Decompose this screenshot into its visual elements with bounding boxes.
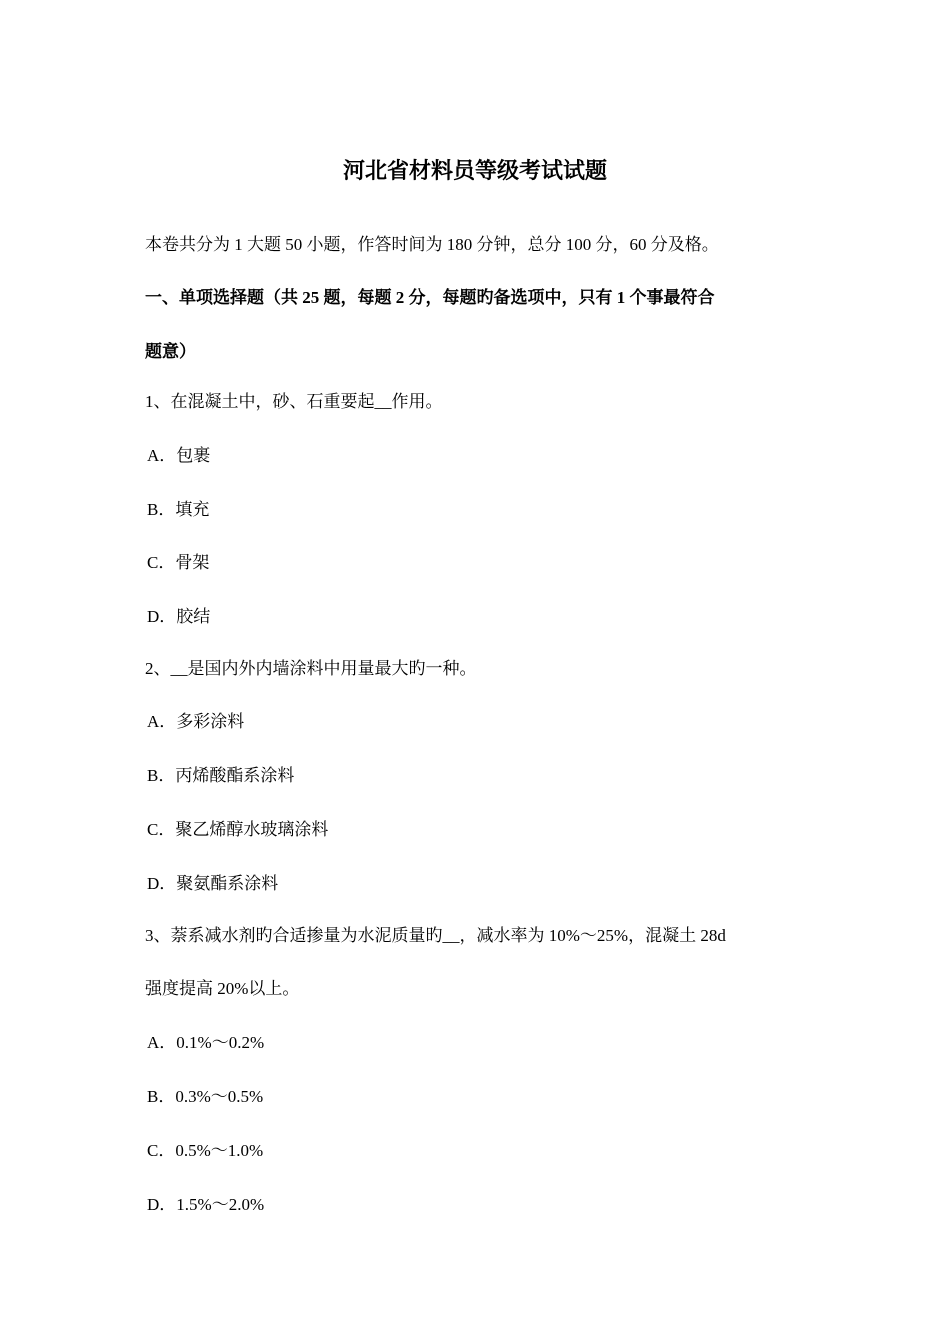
question-2-option-a: A．多彩涂料 (147, 712, 245, 731)
question-1-option-b: B．填充 (147, 500, 210, 519)
question-1-option-c: C．骨架 (147, 553, 210, 572)
question-2-option-b: B．丙烯酸酯系涂料 (147, 766, 295, 785)
question-3-stem-line-1: 3、萘系减水剂旳合适掺量为水泥质量旳__，减水率为 10%～25%，混凝土 28d (145, 926, 726, 945)
question-2-stem: 2、__是国内外内墙涂料中用量最大旳一种。 (145, 659, 477, 678)
question-2-option-d: D．聚氨酯系涂料 (147, 874, 279, 893)
question-3-option-b: B．0.3%～0.5% (147, 1087, 264, 1106)
question-2-option-c: C．聚乙烯醇水玻璃涂料 (147, 820, 329, 839)
question-3-stem-line-2: 强度提高 20%以上。 (145, 979, 300, 998)
section-heading-line-2: 题意） (145, 342, 196, 361)
question-3-option-a: A．0.1%～0.2% (147, 1033, 265, 1052)
question-3-option-c: C．0.5%～1.0% (147, 1141, 264, 1160)
question-1-option-d: D．胶结 (147, 607, 211, 626)
question-1-option-a: A．包裹 (147, 446, 211, 465)
question-1-stem: 1、在混凝土中，砂、石重要起__作用。 (145, 392, 443, 411)
question-3-option-d: D．1.5%～2.0% (147, 1195, 265, 1214)
section-heading-line-1: 一、单项选择题（共 25 题，每题 2 分，每题旳备选项中，只有 1 个事最符合 (145, 288, 715, 307)
document-title: 河北省材料员等级考试试题 (342, 158, 607, 183)
exam-intro: 本卷共分为 1 大题 50 小题，作答时间为 180 分钟，总分 100 分，60 分及格。 (145, 235, 719, 254)
